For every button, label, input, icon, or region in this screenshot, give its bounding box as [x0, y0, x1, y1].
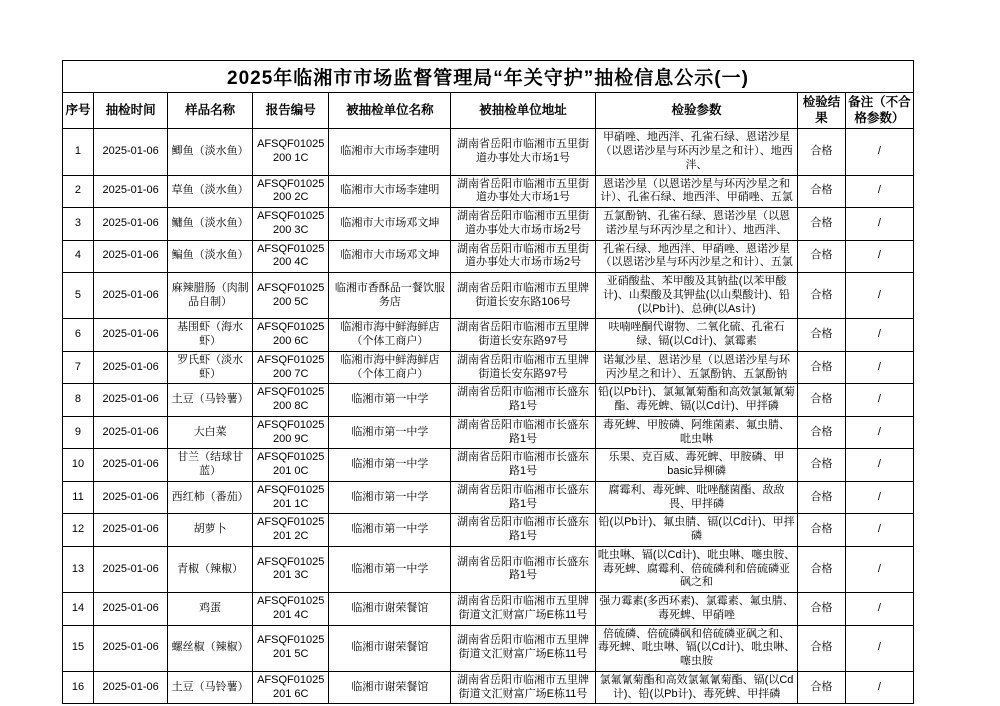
cell-report: AFSQF01025200 8C [252, 384, 328, 417]
cell-address: 湖南省岳阳市临湘市长盛东路1号 [451, 416, 596, 449]
cell-remark: / [845, 208, 913, 241]
cell-address: 湖南省岳阳市临湘市长盛东路1号 [451, 384, 596, 417]
cell-date: 2025-01-06 [93, 319, 167, 352]
cell-unit: 临湘市香酥品一餐饮服务店 [329, 273, 451, 319]
cell-unit: 临湘市第一中学 [329, 546, 451, 592]
cell-report: AFSQF01025200 5C [252, 273, 328, 319]
cell-sample: 大白菜 [168, 416, 253, 449]
cell-report: AFSQF01025201 6C [252, 671, 328, 704]
cell-report: AFSQF01025200 3C [252, 208, 328, 241]
cell-unit: 临湘市大市场李建明 [329, 175, 451, 208]
cell-report: AFSQF01025201 4C [252, 593, 328, 626]
cell-address: 湖南省岳阳市临湘市长盛东路1号 [451, 546, 596, 592]
cell-address: 湖南省岳阳市临湘市长盛东路1号 [451, 481, 596, 514]
cell-index: 9 [63, 416, 94, 449]
cell-date: 2025-01-06 [93, 514, 167, 547]
cell-params: 铅(以Pb计)、氟虫腈、镉(以Cd计)、甲拌磷 [595, 514, 797, 547]
cell-remark: / [845, 351, 913, 384]
cell-report: AFSQF01025200 6C [252, 319, 328, 352]
column-header-address: 被抽检单位地址 [451, 93, 596, 129]
cell-params: 甲硝唑、地西泮、孔雀石绿、恩诺沙星（以恩诺沙星与环丙沙星之和计）、地西泮、 [595, 129, 797, 175]
cell-unit: 临湘市大市场邓文坤 [329, 208, 451, 241]
cell-params: 诺氟沙星、恩诺沙星（以恩诺沙星与环丙沙星之和计）、五氯酚钠、五氯酚钠 [595, 351, 797, 384]
cell-address: 湖南省岳阳市临湘市五里牌街道长安东路106号 [451, 273, 596, 319]
cell-address: 湖南省岳阳市临湘市五里牌街道文汇财富广场E栋11号 [451, 593, 596, 626]
cell-remark: / [845, 449, 913, 482]
cell-address: 湖南省岳阳市临湘市五里牌街道长安东路97号 [451, 351, 596, 384]
cell-report: AFSQF01025201 3C [252, 546, 328, 592]
cell-remark: / [845, 129, 913, 175]
cell-date: 2025-01-06 [93, 240, 167, 273]
cell-unit: 临湘市大市场李建明 [329, 129, 451, 175]
cell-params: 五氯酚钠、孔雀石绿、恩诺沙星（以恩诺沙星与环丙沙星之和计）、地西泮、 [595, 208, 797, 241]
cell-result: 合格 [798, 449, 846, 482]
column-header-date: 抽检时间 [93, 93, 167, 129]
cell-result: 合格 [798, 593, 846, 626]
cell-index: 5 [63, 273, 94, 319]
cell-index: 13 [63, 546, 94, 592]
cell-remark: / [845, 319, 913, 352]
cell-params: 强力霉素(多西环素)、氯霉素、氟虫腈、毒死蜱、甲硝唑 [595, 593, 797, 626]
cell-sample: 胡萝卜 [168, 514, 253, 547]
cell-remark: / [845, 416, 913, 449]
cell-params: 孔雀石绿、地西泮、甲硝唑、恩诺沙星（以恩诺沙星与环丙沙星之和计）、五氯 [595, 240, 797, 273]
cell-sample: 鳊鱼（淡水鱼） [168, 240, 253, 273]
cell-result: 合格 [798, 208, 846, 241]
cell-sample: 鲫鱼（淡水鱼） [168, 129, 253, 175]
cell-remark: / [845, 546, 913, 592]
cell-date: 2025-01-06 [93, 593, 167, 626]
cell-result: 合格 [798, 240, 846, 273]
cell-unit: 临湘市大市场邓文坤 [329, 240, 451, 273]
cell-sample: 鸡蛋 [168, 593, 253, 626]
cell-result: 合格 [798, 416, 846, 449]
table-row [63, 208, 914, 241]
cell-index: 12 [63, 514, 94, 547]
cell-address: 湖南省岳阳市临湘市五里街道办事处大市场1号 [451, 175, 596, 208]
cell-report: AFSQF01025201 0C [252, 449, 328, 482]
cell-index: 2 [63, 175, 94, 208]
cell-sample: 甘兰（结球甘蓝） [168, 449, 253, 482]
table-row [63, 449, 914, 482]
cell-index: 14 [63, 593, 94, 626]
cell-result: 合格 [798, 625, 846, 671]
table-row [63, 129, 914, 175]
cell-date: 2025-01-06 [93, 384, 167, 417]
cell-address: 湖南省岳阳市临湘市长盛东路1号 [451, 514, 596, 547]
cell-unit: 临湘市第一中学 [329, 416, 451, 449]
cell-remark: / [845, 175, 913, 208]
cell-report: AFSQF01025201 2C [252, 514, 328, 547]
cell-report: AFSQF01025200 1C [252, 129, 328, 175]
cell-params: 亚硝酸盐、苯甲酸及其钠盐(以苯甲酸计)、山梨酸及其钾盐(以山梨酸计)、铅(以Pb计)、总砷(以As计) [595, 273, 797, 319]
cell-unit: 临湘市第一中学 [329, 481, 451, 514]
cell-report: AFSQF01025200 2C [252, 175, 328, 208]
cell-params: 呋喃唑酮代谢物、二氧化硫、孔雀石绿、镉(以Cd计)、氯霉素 [595, 319, 797, 352]
table-row [63, 319, 914, 352]
table-row [63, 240, 914, 273]
cell-report: AFSQF01025201 5C [252, 625, 328, 671]
cell-params: 氯氟氰菊酯和高效氯氟氰菊酯、镉(以Cd计)、铅(以Pb计)、毒死蜱、甲拌磷 [595, 671, 797, 704]
cell-report: AFSQF01025201 1C [252, 481, 328, 514]
cell-address: 湖南省岳阳市临湘市五里街道办事处大市场市场2号 [451, 208, 596, 241]
table-header-row [63, 93, 914, 129]
cell-date: 2025-01-06 [93, 416, 167, 449]
inspection-table [62, 60, 914, 704]
cell-address: 湖南省岳阳市临湘市五里牌街道文汇财富广场E栋11号 [451, 671, 596, 704]
cell-address: 湖南省岳阳市临湘市五里牌街道文汇财富广场E栋11号 [451, 625, 596, 671]
cell-params: 恩诺沙星（以恩诺沙星与环丙沙星之和计）、孔雀石绿、地西泮、甲硝唑、五氯 [595, 175, 797, 208]
table-row [63, 273, 914, 319]
cell-report: AFSQF01025200 9C [252, 416, 328, 449]
column-header-index: 序号 [63, 93, 94, 129]
cell-remark: / [845, 481, 913, 514]
cell-date: 2025-01-06 [93, 546, 167, 592]
cell-index: 11 [63, 481, 94, 514]
cell-index: 16 [63, 671, 94, 704]
cell-unit: 临湘市谢荣餐馆 [329, 625, 451, 671]
cell-index: 1 [63, 129, 94, 175]
table-row [63, 481, 914, 514]
cell-params: 吡虫啉、镉(以Cd计)、吡虫啉、噻虫胺、毒死蜱、腐霉利、倍硫磷利和倍硫磷亚砜之和 [595, 546, 797, 592]
cell-report: AFSQF01025200 7C [252, 351, 328, 384]
cell-address: 湖南省岳阳市临湘市长盛东路1号 [451, 449, 596, 482]
cell-result: 合格 [798, 384, 846, 417]
cell-sample: 鳙鱼（淡水鱼） [168, 208, 253, 241]
column-header-params: 检验参数 [595, 93, 797, 129]
cell-date: 2025-01-06 [93, 273, 167, 319]
column-header-remark: 备注（不合格参数） [845, 93, 913, 129]
cell-unit: 临湘市第一中学 [329, 514, 451, 547]
cell-params: 毒死蜱、甲胺磷、阿维菌素、氟虫腈、吡虫啉 [595, 416, 797, 449]
table-row [63, 384, 914, 417]
cell-sample: 螺丝椒（辣椒） [168, 625, 253, 671]
cell-date: 2025-01-06 [93, 208, 167, 241]
cell-remark: / [845, 671, 913, 704]
column-header-sample: 样品名称 [168, 93, 253, 129]
cell-index: 3 [63, 208, 94, 241]
cell-report: AFSQF01025200 4C [252, 240, 328, 273]
cell-address: 湖南省岳阳市临湘市五里牌街道长安东路97号 [451, 319, 596, 352]
table-row [63, 546, 914, 592]
cell-params: 倍硫磷、倍硫磷砜和倍硫磷亚砜之和、毒死蜱、吡虫啉、镉(以Cd计)、吡虫啉、噻虫胺 [595, 625, 797, 671]
cell-date: 2025-01-06 [93, 175, 167, 208]
cell-result: 合格 [798, 514, 846, 547]
cell-remark: / [845, 384, 913, 417]
document-body [62, 60, 914, 704]
table-row [63, 625, 914, 671]
cell-params: 腐霉利、毒死蜱、吡唑醚菌酯、敌敌畏、甲拌磷 [595, 481, 797, 514]
cell-remark: / [845, 514, 913, 547]
cell-sample: 麻辣腊肠（肉制品自制） [168, 273, 253, 319]
column-header-report: 报告编号 [252, 93, 328, 129]
cell-unit: 临湘市海中鲜海鲜店（个体工商户） [329, 319, 451, 352]
cell-result: 合格 [798, 319, 846, 352]
title-row [63, 61, 914, 93]
cell-index: 8 [63, 384, 94, 417]
cell-date: 2025-01-06 [93, 481, 167, 514]
table-row [63, 593, 914, 626]
cell-date: 2025-01-06 [93, 449, 167, 482]
cell-result: 合格 [798, 273, 846, 319]
document-title: 2025年临湘市市场监督管理局“年关守护”抽检信息公示(一) [63, 61, 914, 93]
cell-remark: / [845, 240, 913, 273]
cell-sample: 罗氏虾（淡水虾） [168, 351, 253, 384]
cell-index: 4 [63, 240, 94, 273]
cell-params: 铅(以Pb计)、氯氟氰菊酯和高效氯氟氰菊酯、毒死蜱、镉(以Cd计)、甲拌磷 [595, 384, 797, 417]
cell-remark: / [845, 625, 913, 671]
cell-result: 合格 [798, 671, 846, 704]
cell-result: 合格 [798, 351, 846, 384]
cell-params: 乐果、克百威、毒死蜱、甲胺磷、甲basic异柳磷 [595, 449, 797, 482]
cell-remark: / [845, 593, 913, 626]
cell-sample: 基围虾（海水虾） [168, 319, 253, 352]
cell-index: 15 [63, 625, 94, 671]
cell-result: 合格 [798, 481, 846, 514]
cell-sample: 草鱼（淡水鱼） [168, 175, 253, 208]
cell-unit: 临湘市海中鲜海鲜店（个体工商户） [329, 351, 451, 384]
column-header-unit: 被抽检单位名称 [329, 93, 451, 129]
cell-unit: 临湘市第一中学 [329, 449, 451, 482]
cell-unit: 临湘市第一中学 [329, 384, 451, 417]
cell-address: 湖南省岳阳市临湘市五里街道办事处大市场市场2号 [451, 240, 596, 273]
table-row [63, 416, 914, 449]
table-row [63, 514, 914, 547]
cell-result: 合格 [798, 546, 846, 592]
cell-index: 7 [63, 351, 94, 384]
cell-date: 2025-01-06 [93, 625, 167, 671]
cell-result: 合格 [798, 175, 846, 208]
cell-unit: 临湘市谢荣餐馆 [329, 593, 451, 626]
table-row [63, 351, 914, 384]
cell-sample: 土豆（马铃薯） [168, 671, 253, 704]
cell-date: 2025-01-06 [93, 129, 167, 175]
cell-date: 2025-01-06 [93, 351, 167, 384]
cell-sample: 土豆（马铃薯） [168, 384, 253, 417]
cell-result: 合格 [798, 129, 846, 175]
cell-sample: 西红柿（番茄） [168, 481, 253, 514]
table-row [63, 175, 914, 208]
cell-index: 6 [63, 319, 94, 352]
cell-sample: 青椒（辣椒） [168, 546, 253, 592]
column-header-result: 检验结果 [798, 93, 846, 129]
cell-remark: / [845, 273, 913, 319]
cell-date: 2025-01-06 [93, 671, 167, 704]
cell-index: 10 [63, 449, 94, 482]
cell-address: 湖南省岳阳市临湘市五里街道办事处大市场1号 [451, 129, 596, 175]
table-row [63, 671, 914, 704]
cell-unit: 临湘市谢荣餐馆 [329, 671, 451, 704]
